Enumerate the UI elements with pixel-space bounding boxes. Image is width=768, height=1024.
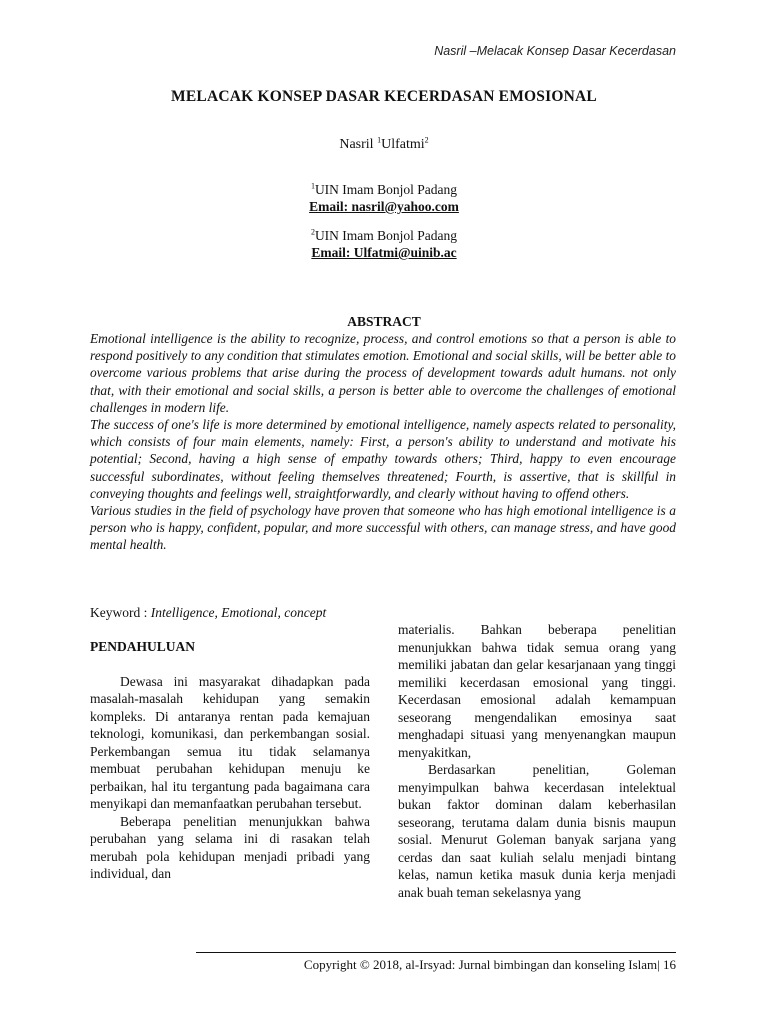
abstract-paragraph-3: Various studies in the field of psychology have proven that someone who has high emotional intelligence is a person who is happy, confident, popular, and more successful with others, can manage stress, and have good mental health.	[90, 503, 676, 553]
abstract-heading: ABSTRACT	[347, 314, 421, 329]
keyword-label: Keyword :	[90, 605, 148, 620]
right-paragraph-1: materialis. Bahkan beberapa penelitian menunjukkan bahwa tidak semua orang yang memiliki jabatan dan gelar kesarjanaan yang tinggi memiliki kecerdasan emosional yang tinggi. Kecerdasan emosional adalah kemampuan seseorang mengendalikan emosinya saat menghadapi situasi yang menyenangkan maupun menyakitkan,	[398, 622, 676, 760]
affiliation-1-sup: 1	[310, 181, 315, 191]
right-paragraph-2: Berdasarkan penelitian, Goleman menyimpulkan bahwa kecerdasan intelektual bukan faktor dominan dalam keberhasilan seseorang, terutama dalam dunia bisnis maupun sosial. Menurut Goleman banyak sarjana yang cerdas dan saat kuliah selalu menjadi bintang kelas, namun ketika masuk dunia kerja menjadi anak buah teman sekelasnya yang	[398, 762, 676, 900]
section-heading-pendahuluan: PENDAHULUAN	[90, 639, 196, 654]
affiliation-2-institution: UIN Imam Bonjol Padang	[314, 228, 458, 243]
affiliation-2	[0, 227, 768, 261]
author-line	[0, 137, 768, 153]
author-1-sup: 1	[377, 135, 382, 145]
keyword-line	[90, 605, 390, 621]
author-2: Ulfatmi	[381, 137, 425, 152]
left-column	[90, 638, 370, 883]
running-head: Nasril –Melacak Konsep Dasar Kecerdasan	[434, 44, 676, 58]
affiliation-1-institution: UIN Imam Bonjol Padang	[314, 182, 458, 197]
author-2-sup: 2	[424, 135, 429, 145]
affiliation-1-email[interactable]: Email: nasril@yahoo.com	[309, 199, 459, 214]
paper-title: MELACAK KONSEP DASAR KECERDASAN EMOSIONAL	[171, 88, 597, 105]
left-paragraph-2: Beberapa penelitian menunjukkan bahwa perubahan yang selama ini di rasakan telah merubah pola kehidupan menjadi pribadi yang individual, dan	[90, 813, 370, 881]
page-footer: Copyright © 2018, al-Irsyad: Jurnal bimbingan dan konseling Islam| 16	[303, 957, 676, 972]
affiliation-2-sup: 2	[310, 227, 315, 237]
left-paragraph-1: Dewasa ini masyarakat dihadapkan pada masalah-masalah kehidupan yang semakin kompleks. Di antaranya rentan pada kemajuan teknologi, komunikasi, dan perkembangan sosial. Perkembangan semua itu tidak selamanya membuat perubahan kehidupan menuju ke perbaikan, hal itu tergantung pada bagaimana cara menyikapi dan memanfaatkan perubahan tersebut.	[90, 673, 370, 811]
author-1: Nasril	[339, 137, 374, 152]
footer-divider	[196, 952, 676, 953]
abstract-body	[90, 330, 676, 554]
keyword-values: Intelligence, Emotional, concept	[150, 605, 327, 620]
abstract-paragraph-2: The success of one's life is more determined by emotional intelligence, namely aspects related to personality, which consists of four main elements, namely: First, a person's ability to understand and motivate his potential; Second, having a high sense of empathy towards others; Third, happy to even encourage successful subordinates, without feeling themselves threatened; Fourth, is assertive, that is skillful in conveying thoughts and feelings well, straightforwardly, and clearly without having to offend others.	[90, 417, 676, 501]
affiliation-1	[0, 181, 768, 215]
right-column	[398, 621, 676, 901]
abstract-paragraph-1: Emotional intelligence is the ability to recognize, process, and control emotions so that a person is able to respond positively to any condition that stimulates emotion. Emotional and social skills, will be better able to overcome various problems that arise during the process of development towards adult humans. not only that, with their emotional and social skills, a person is better able to overcome the challenges of emotional challenges in modern life.	[90, 331, 676, 415]
affiliation-2-email[interactable]: Email: Ulfatmi@uinib.ac	[311, 245, 457, 260]
